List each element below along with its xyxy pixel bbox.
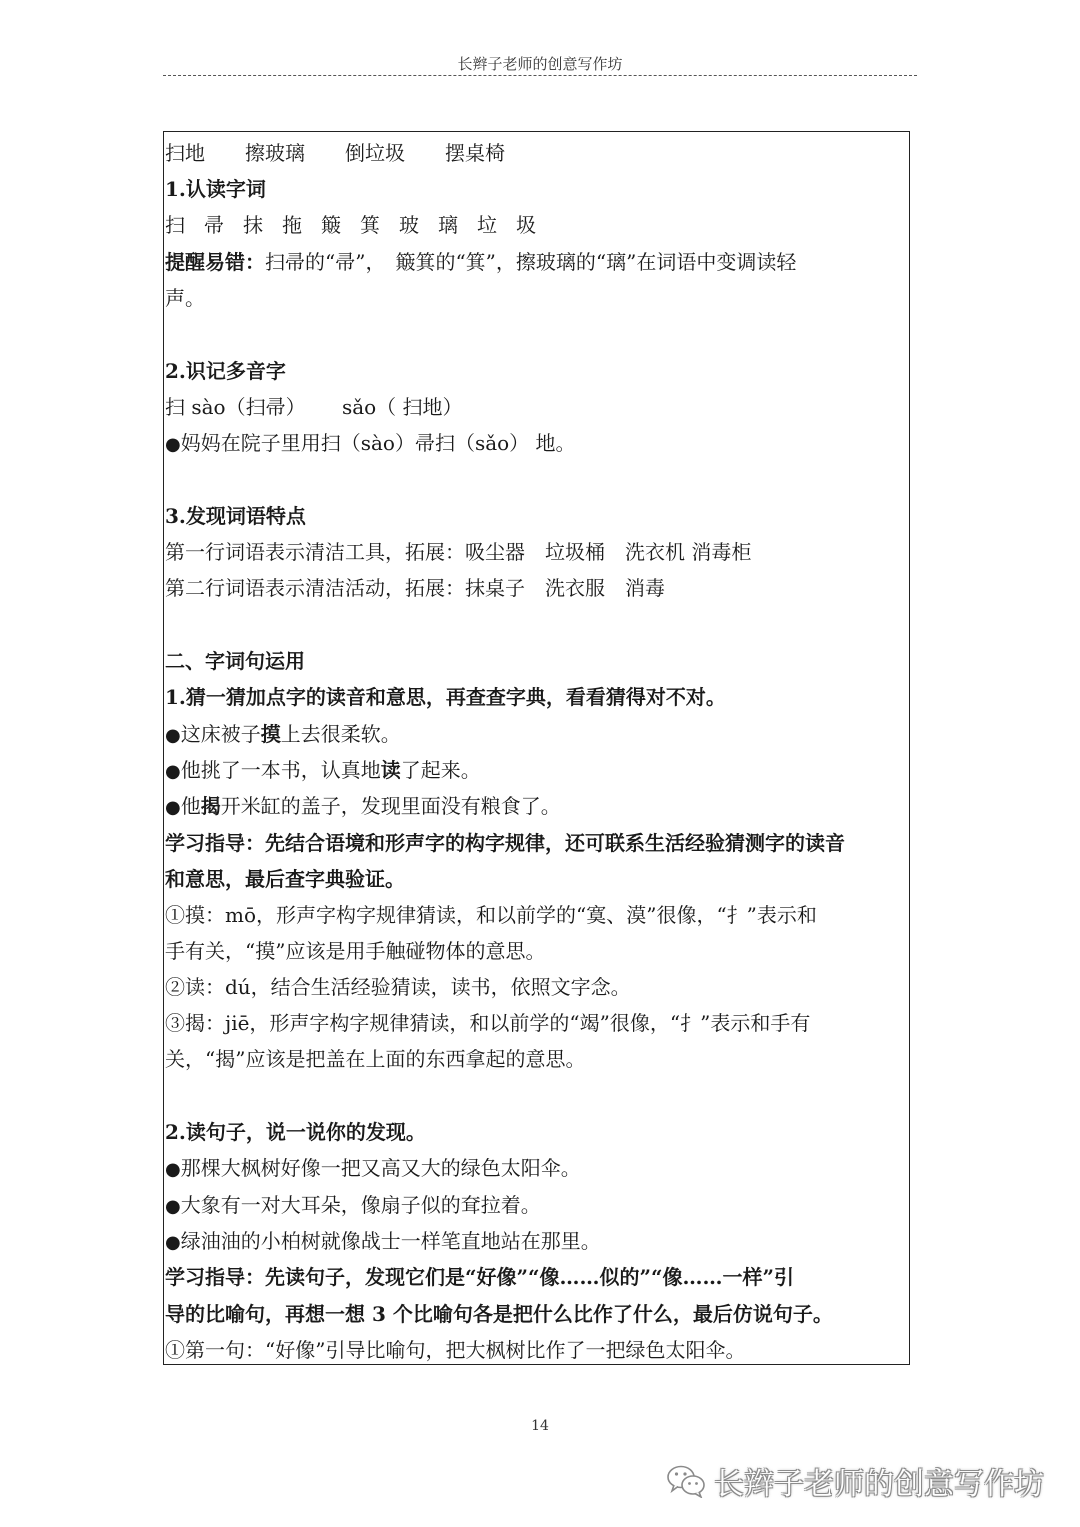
question-1-sentence-2 bbox=[165, 752, 910, 788]
bullet-icon: ● bbox=[165, 434, 181, 455]
question-1-title: 1.猜一猜加点字的读音和意思，再查查字典，看看猜得对不对。 bbox=[165, 685, 726, 709]
answer-3-line-1: ③揭：jiē，形声字构字规律猜读，和以前学的“竭”很像，“扌”表示和手有 bbox=[165, 1011, 811, 1035]
feature-line-1: 第一行词语表示清洁工具，拓展：吸尘器 垃圾桶 洗衣机 消毒柜 bbox=[165, 540, 752, 564]
sentence-text: 上去很柔软。 bbox=[280, 722, 401, 746]
question-2-sentence-3 bbox=[165, 1223, 910, 1259]
sentence-text: 那棵大枫树好像一把又高又大的绿色太阳伞。 bbox=[180, 1156, 581, 1180]
bullet-icon: ● bbox=[165, 1232, 181, 1253]
bullet-icon: ● bbox=[165, 1196, 181, 1217]
bullet-icon: ● bbox=[165, 797, 181, 818]
dotted-character: 揭 bbox=[200, 794, 221, 818]
bullet-icon: ● bbox=[165, 725, 181, 746]
question-2-sentence-1 bbox=[165, 1150, 910, 1186]
part-two-title: 二、字词句运用 bbox=[165, 649, 305, 673]
bullet-icon: ● bbox=[165, 761, 181, 782]
polyphonic-readings: 扫 sào（扫帚） sǎo（ 扫地） bbox=[165, 395, 463, 419]
page-header-title: 长辫子老师的创意写作坊 bbox=[457, 55, 623, 73]
sentence-text: 他 bbox=[180, 794, 201, 818]
tip-line-continued: 声。 bbox=[165, 286, 205, 310]
answer-1-line-2: 手有关，“摸”应该是用手触碰物体的意思。 bbox=[165, 939, 546, 963]
wechat-icon bbox=[666, 1464, 706, 1498]
page-number: 14 bbox=[531, 1418, 549, 1434]
section-title-recognize-words: 1.认读字词 bbox=[165, 177, 266, 201]
question-1-sentence-1 bbox=[165, 716, 910, 752]
sentence-text: 开米缸的盖子，发现里面没有粮食了。 bbox=[220, 794, 561, 818]
sentence-text: 了起来。 bbox=[400, 758, 481, 782]
tip-text: 扫帚的“帚”， 簸箕的“箕”，擦玻璃的“璃”在词语中变调读轻 bbox=[265, 250, 797, 274]
tip-label: 提醒易错： bbox=[165, 250, 265, 274]
question-2-sentence-2 bbox=[165, 1187, 910, 1223]
polyphonic-example-text: 妈妈在院子里用扫（sào）帚扫（sǎo） 地。 bbox=[180, 431, 576, 455]
sentence-text: 他挑了一本书，认真地 bbox=[180, 758, 381, 782]
watermark-text: 长辫子老师的创意写作坊 bbox=[714, 1467, 1044, 1502]
question-1-sentence-3 bbox=[165, 788, 910, 824]
cleaning-words-line: 扫地 擦玻璃 倒垃圾 摆桌椅 bbox=[165, 141, 505, 165]
bullet-icon: ● bbox=[165, 1159, 181, 1180]
sentence-text: 这床被子 bbox=[180, 722, 261, 746]
character-list: 扫帚抹拖簸箕玻璃垃圾 bbox=[165, 213, 555, 237]
sentence-text: 绿油油的小柏树就像战士一样笔直地站在那里。 bbox=[180, 1229, 601, 1253]
sentence-text: 大象有一对大耳朵，像扇子似的耷拉着。 bbox=[180, 1193, 541, 1217]
polyphonic-example bbox=[165, 425, 910, 461]
section-title-polyphonic: 2.识记多音字 bbox=[165, 359, 286, 383]
question-2-title: 2.读句子，说一说你的发现。 bbox=[165, 1120, 426, 1144]
answer-1-line-1: ①摸：mō，形声字构字规律猜读，和以前学的“寞、漠”很像，“扌”表示和 bbox=[165, 903, 817, 927]
tip-line bbox=[165, 244, 910, 280]
learning-guide-1-line-2: 和意思，最后查字典验证。 bbox=[165, 867, 405, 891]
learning-guide-1-line-1: 学习指导：先结合语境和形声字的构字规律，还可联系生活经验猜测字的读音 bbox=[165, 831, 845, 855]
account-watermark bbox=[666, 1459, 1044, 1503]
answer-2: ②读：dú，结合生活经验猜读，读书，依照文字念。 bbox=[165, 975, 631, 999]
section-title-word-features: 3.发现词语特点 bbox=[165, 504, 306, 528]
dotted-character: 摸 bbox=[260, 722, 281, 746]
question-2-answer-1: ①第一句：“好像”引导比喻句，把大枫树比作了一把绿色太阳伞。 bbox=[165, 1338, 746, 1362]
learning-guide-2-line-2: 导的比喻句，再想一想 3 个比喻句各是把什么比作了什么，最后仿说句子。 bbox=[165, 1302, 833, 1326]
dotted-character: 读 bbox=[380, 758, 401, 782]
header-divider bbox=[163, 75, 917, 76]
answer-3-line-2: 关，“揭”应该是把盖在上面的东西拿起的意思。 bbox=[165, 1047, 586, 1071]
feature-line-2: 第二行词语表示清洁活动，拓展：抹桌子 洗衣服 消毒 bbox=[165, 576, 665, 600]
learning-guide-2-line-1: 学习指导：先读句子，发现它们是“好像”“像……似的”“像……一样”引 bbox=[165, 1265, 795, 1289]
